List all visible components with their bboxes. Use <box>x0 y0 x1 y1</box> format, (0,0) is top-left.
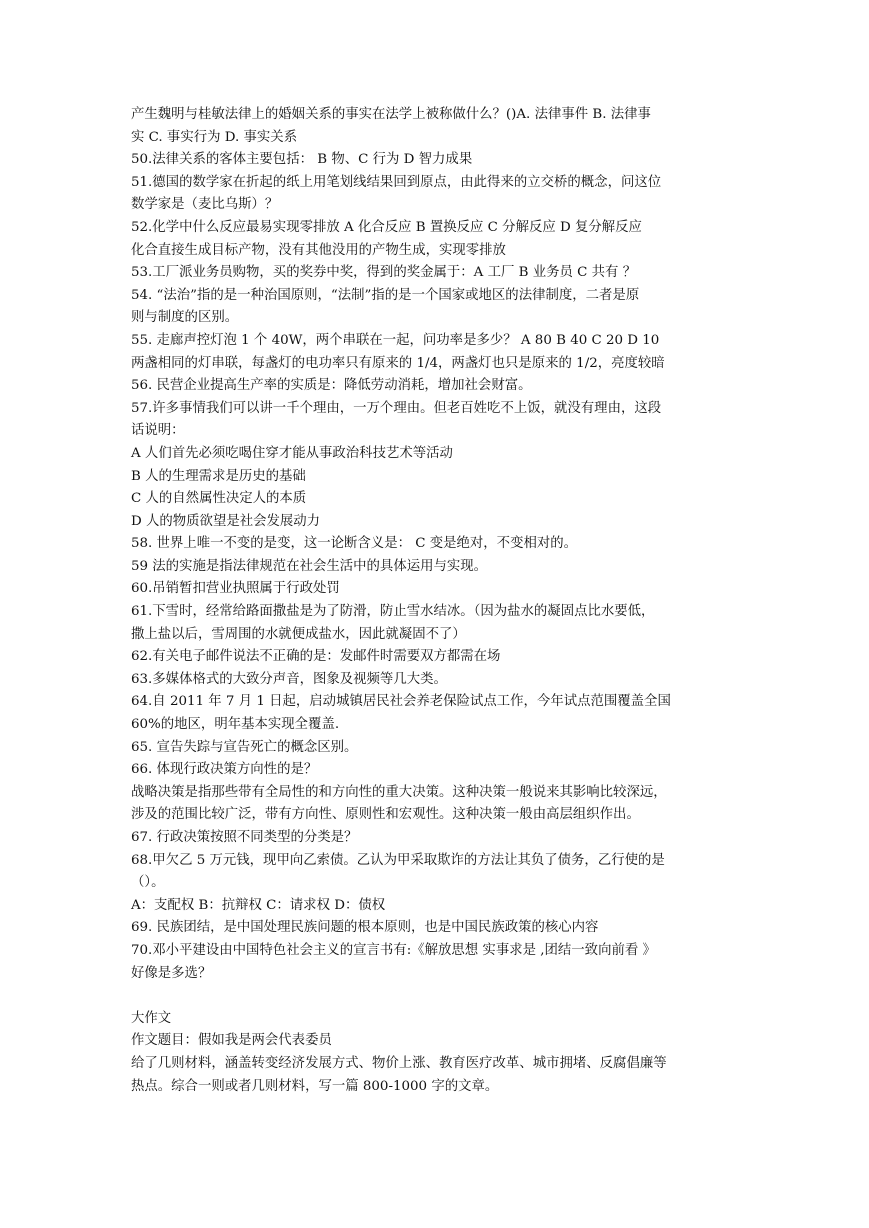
text-line: 话说明： <box>131 423 185 439</box>
text-line: 56. 民营企业提高生产率的实质是：降低劳动消耗，增加社会财富。 <box>131 378 532 394</box>
text-line: 则与制度的区别。 <box>131 310 239 326</box>
text-line: 60%的地区，明年基本实现全覆盖. <box>131 717 340 733</box>
text-line: 54. “法治”指的是一种治国原则，“法制”指的是一个国家或地区的法律制度，二者是原 <box>131 287 640 303</box>
text-line: 58. 世界上唯一不变的是变，这一论断含义是： C 变是绝对，不变相对的。 <box>131 536 578 552</box>
text-line: B 人的生理需求是历史的基础 <box>131 468 306 484</box>
text-line: 好像是多选？ <box>131 965 212 981</box>
text-line: 两盏相同的灯串联，每盏灯的电功率只有原来的 1/4，两盏灯也只是原来的 1/2，亮度较暗 <box>131 355 665 371</box>
text-line: 64.自 2011 年 7 月 1 日起，启动城镇居民社会养老保险试点工作，今年试点范围覆盖全国 <box>131 694 671 710</box>
text-line: 实 C. 事实行为 D. 事实关系 <box>131 129 298 145</box>
text-line: 给了几则材料，涵盖转变经济发展方式、物价上涨、教育医疗改革、城市拥堵、反腐倡廉等 <box>131 1055 667 1071</box>
text-line: （）。 <box>131 875 165 891</box>
text-line: A：支配权 B：抗辩权 C：请求权 D：债权 <box>131 897 386 913</box>
text-line: 59 法的实施是指法律规范在社会生活中的具体运用与实现。 <box>131 558 488 574</box>
text-line: 52.化学中什么反应最易实现零排放 A 化合反应 B 置换反应 C 分解反应 D 复分解反应 <box>131 219 642 235</box>
text-line: 62.有关电子邮件说法不正确的是：发邮件时需要双方都需在场 <box>131 649 501 665</box>
text-line: A 人们首先必须吃喝住穿才能从事政治科技艺术等活动 <box>131 445 453 461</box>
text-line: 63.多媒体格式的大致分声音，图象及视频等几大类。 <box>131 671 447 687</box>
section-heading: 大作文 <box>131 1010 172 1026</box>
text-line: 53.工厂派业务员购物，买的奖券中奖，得到的奖金属于：A 工厂 B 业务员 C 共有 ？ <box>131 265 637 281</box>
text-line: 55. 走廊声控灯泡 1 个 40W，两个串联在一起，问功率是多少？ A 80 B 40 C 20 D 10 <box>131 332 660 348</box>
text-line: 撒上盐以后，雪周围的水就便成盐水，因此就凝固不了） <box>131 626 466 642</box>
text-line: 涉及的范围比较广泛，带有方向性、原则性和宏观性。这种决策一般由高层组织作出。 <box>131 807 640 823</box>
text-line: 化合直接生成目标产物，没有其他没用的产物生成，实现零排放 <box>131 242 506 258</box>
text-line: 产生魏明与桂敏法律上的婚姻关系的事实在法学上被称做什么？()A. 法律事件 B. 法律事 <box>131 107 651 122</box>
text-line: D 人的物质欲望是社会发展动力 <box>131 513 321 529</box>
text-line: 60.吊销暂扣营业执照属于行政处罚 <box>131 581 340 597</box>
blank-line <box>131 985 743 1008</box>
text-line: 51.德国的数学家在折起的纸上用笔划线结果回到原点，由此得来的立交桥的概念，问这位 <box>131 174 662 190</box>
text-line: 50.法律关系的客体主要包括： B 物、C 行为 D 智力成果 <box>131 152 473 168</box>
text-line: 68.甲欠乙 5 万元钱，现甲向乙索债。乙认为甲采取欺诈的方法让其负了债务，乙行使的是 <box>131 852 665 868</box>
document-page <box>131 104 743 1098</box>
text-line: 65. 宣告失踪与宣告死亡的概念区别。 <box>131 739 358 755</box>
text-line: 67. 行政决策按照不同类型的分类是？ <box>131 830 358 845</box>
text-line: C 人的自然属性决定人的本质 <box>131 491 307 507</box>
text-line: 66. 体现行政决策方向性的是？ <box>131 762 318 778</box>
text-line: 热点。综合一则或者几则材料，写一篇 800-1000 字的文章。 <box>131 1078 499 1094</box>
text-line: 57.许多事情我们可以讲一千个理由，一万个理由。但老百姓吃不上饭，就没有理由，这段 <box>131 400 662 416</box>
text-line: 70.邓小平建设由中国特色社会主义的宣言书有:《解放思想 实事求是 ,团结一致向前看 》 <box>131 942 656 958</box>
text-line: 数学家是（麦比乌斯）？ <box>131 197 279 213</box>
text-line: 61.下雪时，经常给路面撒盐是为了防滑，防止雪水结冰。（因为盐水的凝固点比水要低， <box>131 604 655 620</box>
text-line: 作文题目：假如我是两会代表委员 <box>131 1033 332 1049</box>
text-line: 69. 民族团结，是中国处理民族问题的根本原则，也是中国民族政策的核心内容 <box>131 920 599 936</box>
text-line: 战略决策是指那些带有全局性的和方向性的重大决策。这种决策一般说来其影响比较深远， <box>131 784 667 800</box>
